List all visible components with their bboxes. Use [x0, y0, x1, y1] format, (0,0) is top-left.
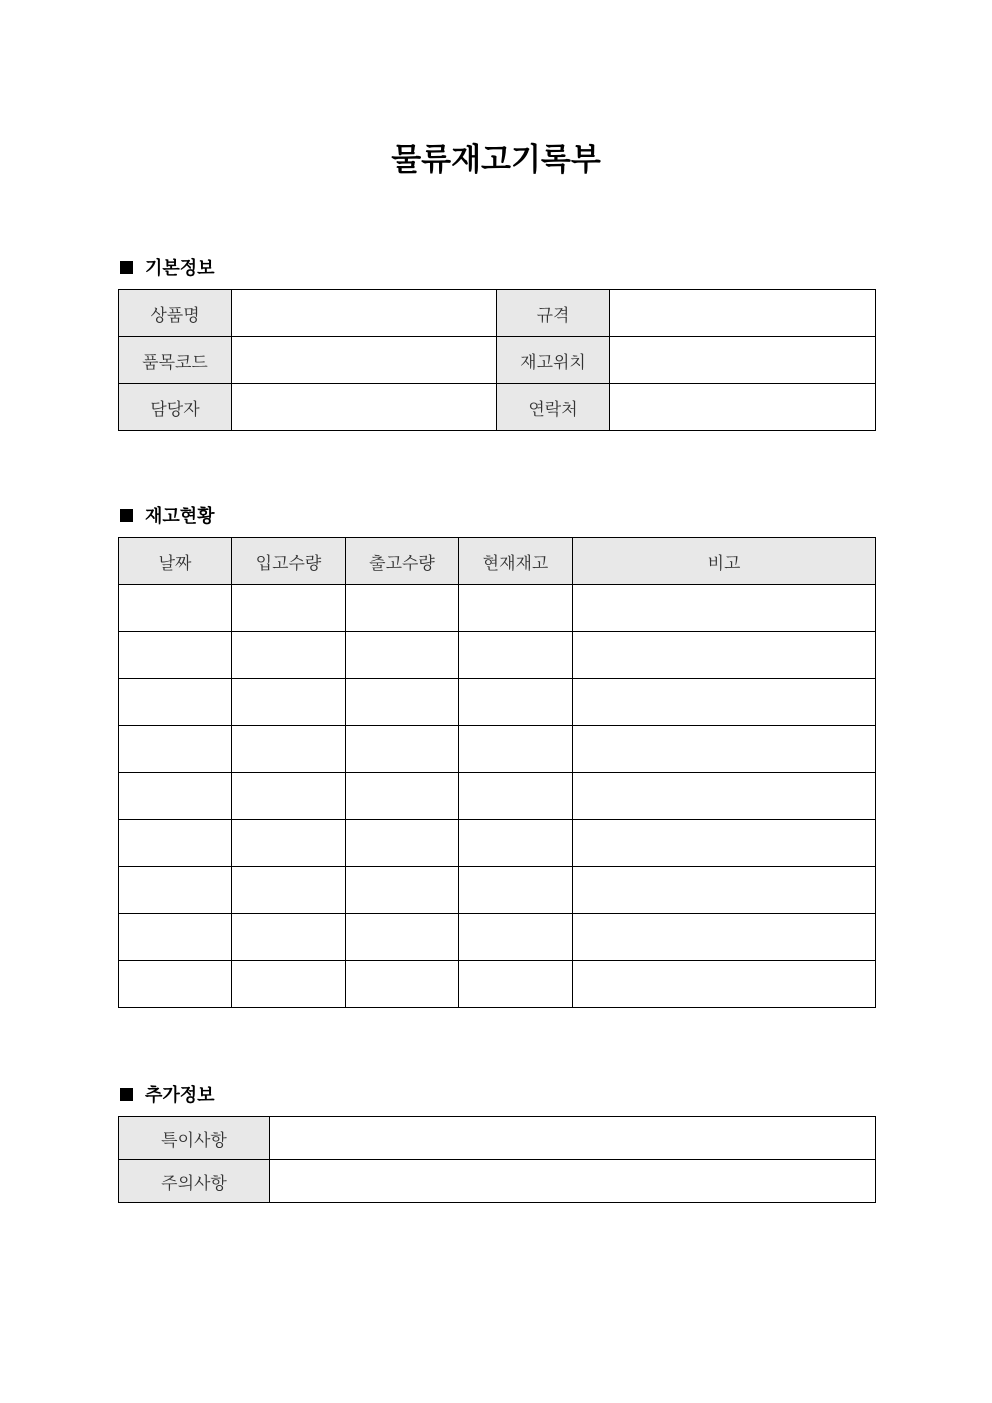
label-cell: 특이사항: [119, 1117, 270, 1160]
date-cell[interactable]: [119, 867, 232, 914]
current-stock-cell[interactable]: [459, 961, 573, 1008]
remarks-cell[interactable]: [573, 820, 876, 867]
inbound-qty-cell[interactable]: [232, 632, 346, 679]
table-row: [119, 1117, 876, 1160]
current-stock-cell[interactable]: [459, 679, 573, 726]
current-stock-cell[interactable]: [459, 867, 573, 914]
inbound-qty-cell[interactable]: [232, 961, 346, 1008]
current-stock-cell[interactable]: [459, 820, 573, 867]
input-cell-special-notes[interactable]: [270, 1117, 876, 1160]
remarks-cell[interactable]: [573, 773, 876, 820]
outbound-qty-cell[interactable]: [346, 820, 459, 867]
remarks-cell[interactable]: [573, 914, 876, 961]
outbound-qty-cell[interactable]: [346, 867, 459, 914]
date-cell[interactable]: [119, 961, 232, 1008]
document-title: 물류재고기록부: [391, 142, 601, 178]
table-row: [119, 337, 876, 384]
date-cell[interactable]: [119, 773, 232, 820]
section-heading-stock: [120, 502, 215, 528]
inbound-qty-cell[interactable]: [232, 914, 346, 961]
section-heading-extra: [120, 1081, 215, 1107]
stock-status-table: [118, 537, 876, 1008]
input-cell-manager[interactable]: [232, 384, 497, 431]
remarks-cell[interactable]: [573, 726, 876, 773]
current-stock-cell[interactable]: [459, 726, 573, 773]
section-heading-basic-label: 기본정보: [145, 258, 215, 279]
table-row: [119, 726, 876, 773]
inbound-qty-cell[interactable]: [232, 726, 346, 773]
table-row: [119, 679, 876, 726]
label-cell: 재고위치: [497, 337, 610, 384]
column-header: 비고: [573, 538, 876, 585]
column-header: 입고수량: [232, 538, 346, 585]
table-row: [119, 585, 876, 632]
remarks-cell[interactable]: [573, 585, 876, 632]
outbound-qty-cell[interactable]: [346, 961, 459, 1008]
table-row: [119, 290, 876, 337]
inbound-qty-cell[interactable]: [232, 820, 346, 867]
input-cell-product-name[interactable]: [232, 290, 497, 337]
remarks-cell[interactable]: [573, 632, 876, 679]
outbound-qty-cell[interactable]: [346, 726, 459, 773]
black-square-icon: [120, 261, 133, 274]
inbound-qty-cell[interactable]: [232, 585, 346, 632]
label-cell: 연락처: [497, 384, 610, 431]
section-heading-stock-label: 재고현황: [145, 506, 215, 527]
date-cell[interactable]: [119, 726, 232, 773]
date-cell[interactable]: [119, 632, 232, 679]
table-row: [119, 773, 876, 820]
label-cell: 규격: [497, 290, 610, 337]
column-header: 현재재고: [459, 538, 573, 585]
date-cell[interactable]: [119, 914, 232, 961]
table-row: [119, 961, 876, 1008]
outbound-qty-cell[interactable]: [346, 773, 459, 820]
remarks-cell[interactable]: [573, 867, 876, 914]
outbound-qty-cell[interactable]: [346, 679, 459, 726]
inbound-qty-cell[interactable]: [232, 773, 346, 820]
remarks-cell[interactable]: [573, 961, 876, 1008]
current-stock-cell[interactable]: [459, 914, 573, 961]
input-cell-cautions[interactable]: [270, 1160, 876, 1203]
table-row: [119, 632, 876, 679]
inbound-qty-cell[interactable]: [232, 679, 346, 726]
black-square-icon: [120, 509, 133, 522]
input-cell-contact[interactable]: [610, 384, 876, 431]
current-stock-cell[interactable]: [459, 632, 573, 679]
outbound-qty-cell[interactable]: [346, 632, 459, 679]
label-cell: 주의사항: [119, 1160, 270, 1203]
extra-info-table: [118, 1116, 876, 1203]
basic-info-table: [118, 289, 876, 431]
input-cell-item-code[interactable]: [232, 337, 497, 384]
column-header: 출고수량: [346, 538, 459, 585]
input-cell-stock-location[interactable]: [610, 337, 876, 384]
current-stock-cell[interactable]: [459, 585, 573, 632]
date-cell[interactable]: [119, 679, 232, 726]
table-row: [119, 820, 876, 867]
column-header: 날짜: [119, 538, 232, 585]
table-row: [119, 1160, 876, 1203]
table-row: [119, 867, 876, 914]
label-cell: 담당자: [119, 384, 232, 431]
label-cell: 상품명: [119, 290, 232, 337]
date-cell[interactable]: [119, 820, 232, 867]
table-row: [119, 384, 876, 431]
date-cell[interactable]: [119, 585, 232, 632]
section-heading-extra-label: 추가정보: [145, 1085, 215, 1106]
current-stock-cell[interactable]: [459, 773, 573, 820]
label-cell: 품목코드: [119, 337, 232, 384]
input-cell-spec[interactable]: [610, 290, 876, 337]
inbound-qty-cell[interactable]: [232, 867, 346, 914]
table-header-row: [119, 538, 876, 585]
outbound-qty-cell[interactable]: [346, 914, 459, 961]
section-heading-basic: [120, 254, 215, 280]
remarks-cell[interactable]: [573, 679, 876, 726]
black-square-icon: [120, 1088, 133, 1101]
outbound-qty-cell[interactable]: [346, 585, 459, 632]
table-row: [119, 914, 876, 961]
